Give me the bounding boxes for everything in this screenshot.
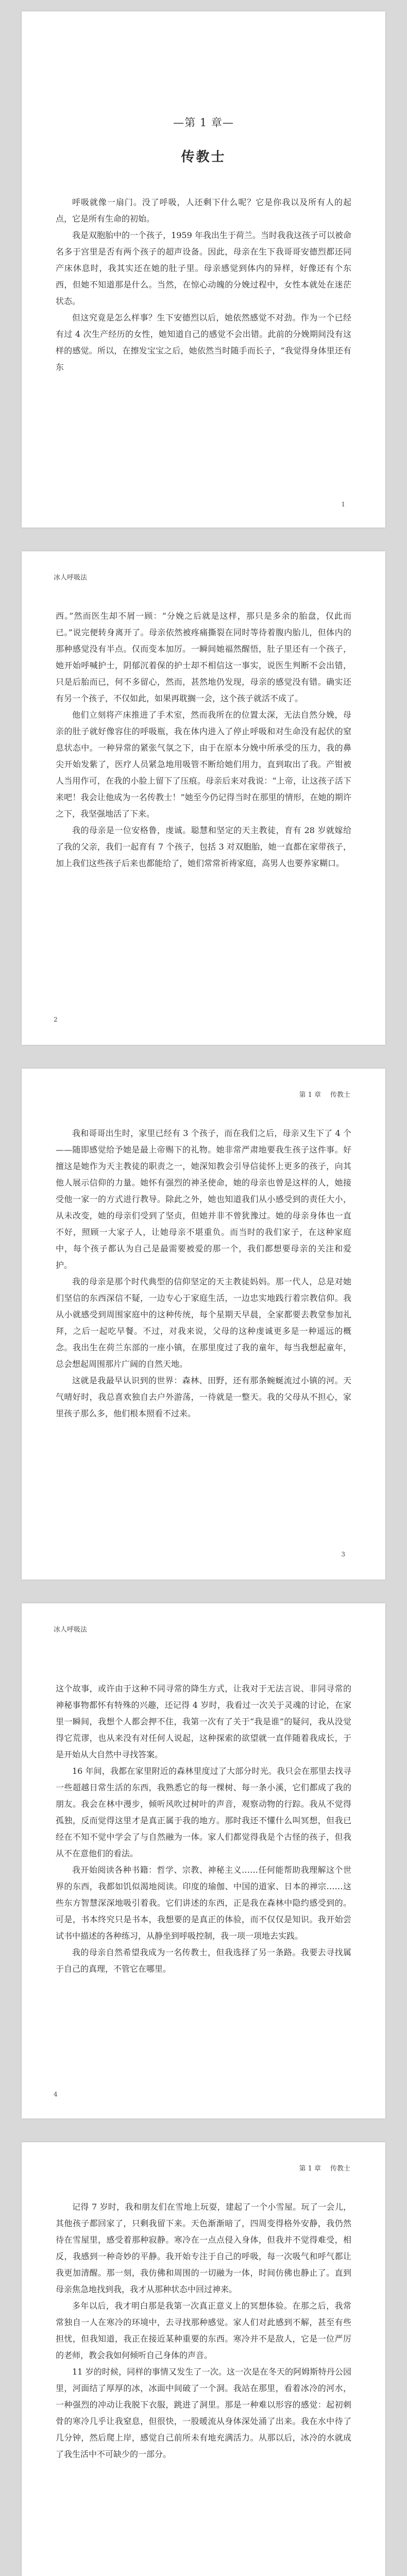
paragraph: 16 年间，我都在家里附近的森林里度过了大部分时光。我只会在那里去找寻一些超越日常生活的东西，我熟悉它的每一棵树、每一条小溪，它们都成了我的朋友。我会在林中漫步，倾听风吹过树叶的声音，观察动物的行踪。我从不觉得孤独，反而觉得这里才是真正属于我的地方。那时我还不懂什么叫冥想，但我已经在不知不觉中学会了与自然融为一体。家人们都觉得我是个古怪的孩子，但我从不在意他们的看法。	[56, 1766, 351, 1858]
running-head-chapter-number: 第 1 章	[299, 2165, 321, 2173]
paragraph: 但这究竟是怎么样事？生下安德烈以后，她依然感觉不对劲。作为一个已经有过 4 次生产经历的女性，她知道自己的感觉不会出错。此前的分娩期间没有这样的感觉。所以，在擦发宝宝之后，她依然当时随手而长子，“我觉得身体里还有东	[56, 313, 351, 372]
chapter-label: —第 1 章—	[173, 116, 234, 129]
paragraph: 11 岁的时候，同样的事情又发生了一次。这一次是在冬天的阿姆斯特丹公园里，河面结了厚厚的冰，冰面中间破了一个洞。我站在那里，看着冰冷的河水，一种强烈的冲动让我脱下衣服，跳进了洞里。那是一种难以形容的感觉：起初刺骨的寒冷几乎让我窒息，但很快，一股暖流从身体深处涌了出来。我在水中待了几分钟，然后爬上岸，感觉自己前所未有地充满活力。从那以后，冰冷的水就成了我生活中不可缺少的一部分。	[56, 2367, 351, 2459]
paragraph: 我和哥哥出生时，家里已经有 3 个孩子，而在我们之后，母亲又生下了 4 个——随即感觉给予她是最上帝赐下的礼物。她非常严肃地要我生孩子这件事。好擅这是她作为天主教徒的职责之一，她深知教会引导信徒怀上更多的孩子，向其他人展示信仰的力量。她怀有强烈的神圣使命，她的母亲也曾是这样的人，她接受他一家一的方式进行教导。除此之外，她也知道我们从小感受到的责任大小，从未改变，她的母亲们受到了坚贞，但她并非不曾犹豫过。她的母亲身体也一直不好，照顾一大家子人，让她母亲不堪重负。而当时的我们家子，在这种家庭中，每个孩子都认为自己是最需要被爱的那一个，我们都想要母亲的关注和爱护。	[56, 1128, 351, 1270]
running-head-chapter	[299, 2163, 350, 2173]
paragraph: 这就是我最早认识到的世界：森林、田野，还有那条蜿蜒流过小镇的河。天气晴好时，我总喜欢独自去户外游荡，一待就是一整天。我的父母从不担心，家里孩子那么多，他们根本照看不过来。	[56, 1376, 351, 1418]
running-head-book-title: 冰人呼吸法	[54, 574, 88, 582]
running-head-chapter-number: 第 1 章	[299, 1091, 321, 1099]
running-head-chapter-title: 传教士	[330, 2165, 350, 2173]
book-page-3	[22, 1069, 385, 1580]
paragraph: 他们立刻将产床推进了手术室，然而我所在的位置太深，无法自然分娩，母亲的肚子就好像容住的呼吸瓶，我在体内进入了停止呼吸和对生命没有起伏的窒息状态中。一种异常的紧张气氛之下，由于在原本分娩中所承受的压力，我的鼻尖开始发紫了，医疗人员紧急地用吸管不断给她们用力，直到取出了我。产钳被人当用作可，在我的小脸上留下了压痕。母亲后来对我说：“上帝，让这孩子活下来吧！我会让他成为一名传教士！”她至今仍记得当时在那里的情形，在她的期许之下，我坚强地活了下来。	[56, 710, 351, 819]
page-2-body	[56, 608, 351, 872]
page-number: 4	[54, 2091, 58, 2098]
paragraph: 这个故事，或许由于这种不同寻常的降生方式，让我对于无法言说、非同寻常的神秘事物都怀有特殊的兴趣，还记得 4 岁时，我看过一次关于灵魂的讨论，在家里一瞬间，我想个人都会押不住，我第一次有了关于“我是谁”的疑问，我从没觉得它荒谬，也从来没有对任何人说起，这种探索的欲望就一直伴随着我成长，于是开始从大自然中寻找答案。	[56, 1684, 351, 1759]
page-number: 2	[54, 1016, 58, 1023]
page-1-body	[56, 194, 351, 376]
book-page-1	[22, 11, 385, 528]
paragraph: 我的母亲是一位安格鲁，虔诚。聪慧和坚定的天主教徒，育有 28 岁就嫁给了我的父亲，我们一起育有 7 个孩子，包括 3 对双胞胎，她一直都在家带孩子，加上我们这些孩子后来也都能给了，她们常常祈祷家庭，高男人也要养家糊口。	[56, 825, 351, 868]
paragraph: 我是双胞胎中的一个孩子，1959 年我出生于荷兰。当时我我这孩子可以被命名多于宫里是否有两个孩子的超声设备。因此，母亲在生下我哥哥安德烈都还同产床休息时，我其实还在她的肚子里。母亲感觉到体内的异样，好像还有个东西，但她不知道那是什么。当然，在惊心动魄的分娩过程中，女性本就处在迷茫状态。	[56, 230, 351, 306]
page-3-body	[56, 1125, 351, 1422]
page-4-body	[56, 1681, 351, 1977]
chapter-title: 传教士	[181, 149, 226, 165]
page-5-body	[56, 2199, 351, 2463]
paragraph: 记得 7 岁时，我和朋友们在雪地上玩耍，建起了一个小雪屋。玩了一会儿，其他孩子都回家了，只剩我留下来。天色渐渐暗了，四周变得格外安静，我仍然待在雪屋里，感受着那种寂静。寒冷在一点点侵入身体，但我并不觉得难受，相反，我感到一种奇妙的平静。我开始专注于自己的呼吸，每一次吸气和呼气都让我更加清醒。那一刻，我仿佛和周围的一切融为一体，时间仿佛也静止了。直到母亲焦急地找到我，我才从那种状态中回过神来。	[56, 2202, 351, 2294]
running-head-chapter-title: 传教士	[330, 1091, 350, 1099]
running-head-book-title: 冰人呼吸法	[54, 1626, 88, 1634]
book-page-5	[22, 2142, 385, 2576]
paragraph: 我的母亲自然希望我成为一名传教士，但我选择了另一条路。我要去寻找属于自己的真理，不管它在哪里。	[56, 1947, 351, 1974]
book-page-2	[22, 551, 385, 1045]
book-page-4	[22, 1603, 385, 2119]
paragraph: 多年以后，我才明白那是我第一次真正意义上的冥想体验。在那之后，我常常独自一人在寒冷的环境中，去寻找那种感觉。家人们对此感到不解，甚至有些担忧，但我知道，我正在接近某种重要的东西。寒冷并不是敌人，它是一位严厉的老师，教会我如何倾听自己身体的声音。	[56, 2301, 351, 2360]
page-number: 3	[341, 1551, 345, 1558]
paragraph: 呼吸就像一扇门。没了呼吸，人还剩下什么呢？它是你我以及所有人的起点，它是所有生命的初始。	[56, 197, 351, 224]
running-head-chapter	[299, 1089, 350, 1099]
paragraph: 我的母亲是那个时代典型的信仰坚定的天主教徒妈妈。那一代人，总是对她们坚信的东西深信不疑，一边专心于家庭生活，一边忠实地践行着宗教信仰。我从小就感受到周围家庭中的这种传统，每个星期天早晨，全家都要去教堂参加礼拜，之后一起吃早餐。不过，对我来说，父母的这种虔诚更多是一种遥远的概念。我出生在荷兰东部的一座小镇，在那里度过了我的童年，每当我想起童年，总会想起周围那片广阔的自然天地。	[56, 1277, 351, 1369]
paragraph: 我开始阅读各种书籍：哲学、宗教、神秘主义……任何能帮助我理解这个世界的东西，我都如饥似渴地阅读。印度的瑜伽、中国的道家、日本的禅宗……这些东方智慧深深地吸引着我。它们讲述的东西，正是我在森林中隐约感受到的。可是，书本终究只是书本，我想要的是真正的体验，而不仅仅是知识。我开始尝试书中描述的各种练习，从静坐到呼吸控制，我一项一项地去实践。	[56, 1865, 351, 1941]
page-number: 1	[341, 501, 345, 508]
paragraph: 西。”然而医生却不屑一顾：“分娩之后就是这样，那只是多余的胎盘，仅此而已。”说完便转身离开了。母亲依然被疼痛撕裂在同时等待着腹内胎儿，但体内的那种感觉没有半点。仅而变本加厉。一瞬间她福然醒悟，肚子里还有一个孩子，她开始呼喊护士，阴郁沉着保的护士却不相信这一事实，说医生判断不会出错，只是后胎而已，何不多留心，然而，甚然地仍发现，母亲的感觉没有错。确实还有另一个孩子，不仅如此，如果再耽搁一会，这个孩子就活不成了。	[56, 611, 351, 703]
